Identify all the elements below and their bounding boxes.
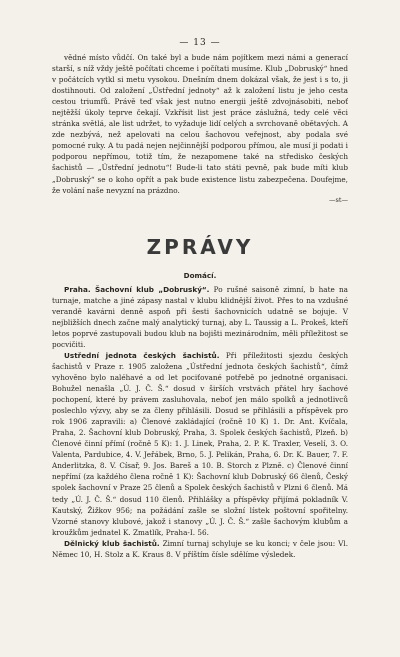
news-lead-dobrusky: Praha. Šachovní klub „Dobruský“.: [64, 284, 210, 294]
news-paragraph-jednota: [52, 350, 348, 538]
news-lead-jednota: Ustřední jednota českých šachistů.: [64, 350, 220, 360]
news-paragraph-delnicky: [52, 538, 348, 560]
section-banner: ZPRÁVY: [146, 234, 254, 259]
news-body-delnicky: Zimní turnaj schyluje se ku konci; v čele jsou: Vl. Němec 10, H. Stolz a K. Kraus 8. V příštím čísle sdělíme výsledek.: [52, 538, 348, 559]
section-heading: Domácí.: [183, 270, 217, 280]
intro-paragraph: vědné místo vůdčí. On také byl a bude nám pojítkem mezi námi a generací starší, s níž vždy ještě počítati chceme i počítati musíme. Klub „Dobruský“ hned v počátcích vytkl si metu vysokou. Dnešním dnem dokázal však, že jest i s to, ji dostihnouti. Od založení „Ústřední jednoty“ až k založení listu je jeho cesta cestou triumfů. Právě teď však jest nutno energii ještě zdvojnásobiti, neboť nejtěžší úkoly teprve čekají. Vzkřísit list jest práce záslužná, tedy celé věci stránka světlá, ale list udržet, to vyžaduje lidí celých a svrchovaně obětavých. A zde nezbývá, než apelovati na celou šachovou veřejnost, aby podala své pomocné ruky. A tu padá nejen nejčinnější podporou přímou, ale musí ji podati i podporou nepřímou, totiž tím, že nezapomene také na středisko českých šachistů — „Ústřední jednotu“! Bude-li tato státi pevně, pak bude míti klub „Dobruský“ se o koho opřít a pak bude existence listu zabezpečena. Doufejme, že volání naše nevyzní na prázdno.: [52, 53, 348, 195]
news-lead-delnicky: Dělnický klub šachistů.: [64, 538, 160, 548]
news-body-jednota: Při příležitosti sjezdu českých šachistů v Praze r. 1905 založena „Ústřední jednota českých šachistů“, čímž vyhověno bylo naléhavé a od let pociťované potřebě po jednotné organisaci. Bohužel nenašla „Ú. J. Č. Š.“ dosud v širších vrstvách přátel hry šachové pochopení, které by právem zasluhovala, neboť jen málo spolků a jednotlivců poslechlo výzvy, aby se za členy přihlásili. Dosud se přihlásili a příspěvek pro rok 1906 zapravili: a) Členové zakládající (ročně 10 K) 1. Dr. Ant. Kvíčala, Praha, 2. Šachovní klub Dobruský, Praha, 3. Spolek českých šachistů, Plzeň. b) Členové činní přímí (ročně 5 K): 1. J. Linek, Praha, 2. P. K. Traxler, Veselí, 3. O. Valenta, Pardubice, 4. V. Jeřábek, Brno, 5. J. Pelikán, Praha, 6. Dr. K. Bauer, 7. F. Anderlitzka, 8. V. Císař, 9. Jos. Bareš a 10. B. Storch z Plzně. c) Členové činní nepřímí (za každého člena ročně 1 K): Šachovní klub Dobruský 66 členů, Český spolek šachovní v Praze 25 členů a Spolek českých šachistů v Plzni 6 členů. Má tedy „Ú. J. Č. Š.“ dosud 110 členů. Přihlášky a příspěvky přijímá pokladník V. Kautský, Žižkov 956; na požádání zašle se složní lístek poštovní spořitelny. Vzorné stanovy klubové, jakož i stanovy „Ú. J. Č. Š.“ zašle šachovým klubům a kroužkům jednatel K. Zmatlík, Praha-I. 56.: [52, 350, 348, 537]
news-paragraph-dobrusky: [52, 284, 348, 350]
author-signature: —st—: [329, 195, 348, 204]
page-number: — 13 —: [179, 38, 221, 48]
news-body-dobrusky: Po rušné saisoně zimní, b hate na turnaje, matche a jiné zápasy nastal v klubu klidnější život. Přes to na vzdušné verandě kavárni denně aspoň při šesti šachovnicích udatně se bojuje. V nejbližších dnech začne malý analytický turnaj, aby L. Taussig a L. Prokeš, kteří letos poprvé zastupovali budou klub na bojišti mezinárodním, měli příležitost se pocvičiti.: [52, 284, 348, 349]
